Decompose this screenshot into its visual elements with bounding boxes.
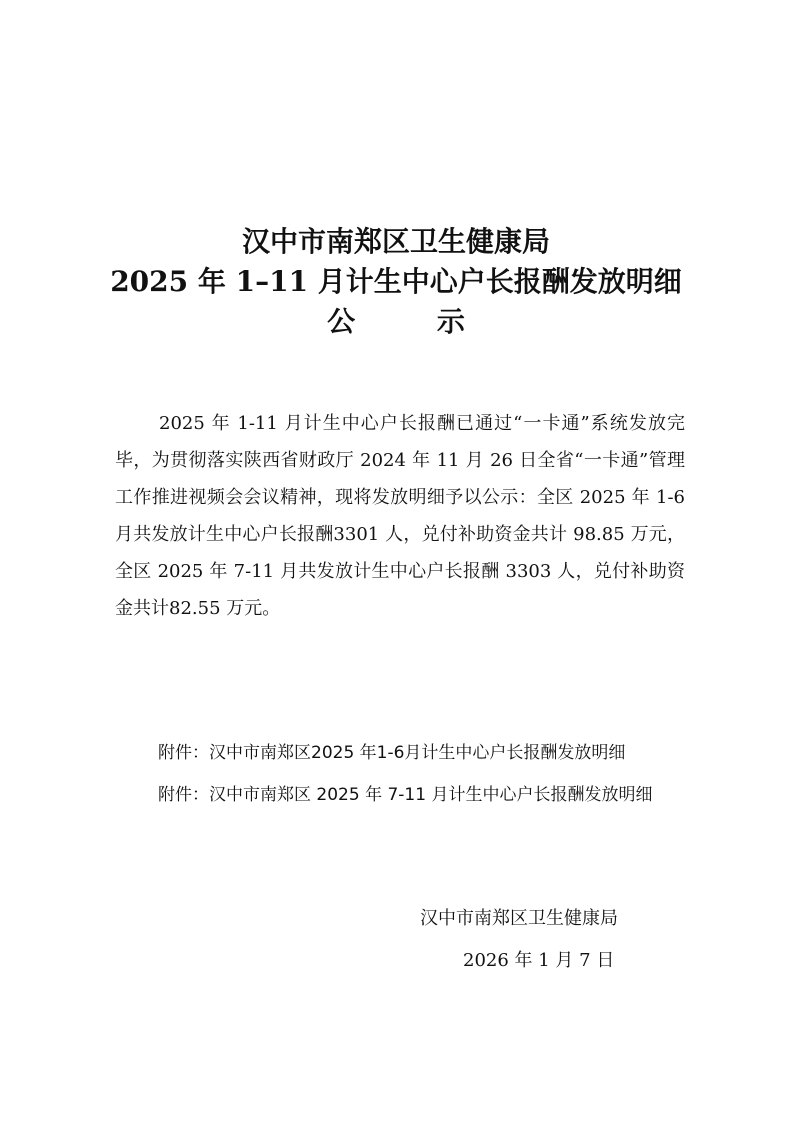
body-paragraph: 2025 年 1-11 月计生中心户长报酬已通过“一卡通”系统发放完毕，为贯彻落实陕西省财政厅 2024 年 11 月 26 日全省“一卡通”管理工作推进视频会会议精神，现将发放明细予以公示：全区 2025 年 1-6 月共发放计生中心户长报酬3301 人，兑付补助资金共计 98.85 万元，全区 2025 年 7-11 月共发放计生中心户长报酬 3303 人，兑付补助资金共计82.55 万元。 [115, 413, 685, 619]
attachment-link-jan-jun[interactable]: 附件：汉中市南郑区2025 年1-6月计生中心户长报酬发放明细 [158, 743, 626, 763]
signature-date: 2026 年 1 月 7 日 [463, 950, 615, 971]
title-line-organization: 汉中市南郑区卫生健康局 [241, 225, 550, 258]
signature-organization: 汉中市南郑区卫生健康局 [420, 908, 618, 929]
document-title [0, 222, 792, 342]
attachment-link-jul-nov[interactable]: 附件：汉中市南郑区 2025 年 7-11 月计生中心户长报酬发放明细 [158, 785, 653, 805]
title-line-notice: 公 示 [327, 305, 501, 338]
title-line-subject: 2025 年 1–11 月计生中心户长报酬发放明细 [110, 265, 682, 298]
